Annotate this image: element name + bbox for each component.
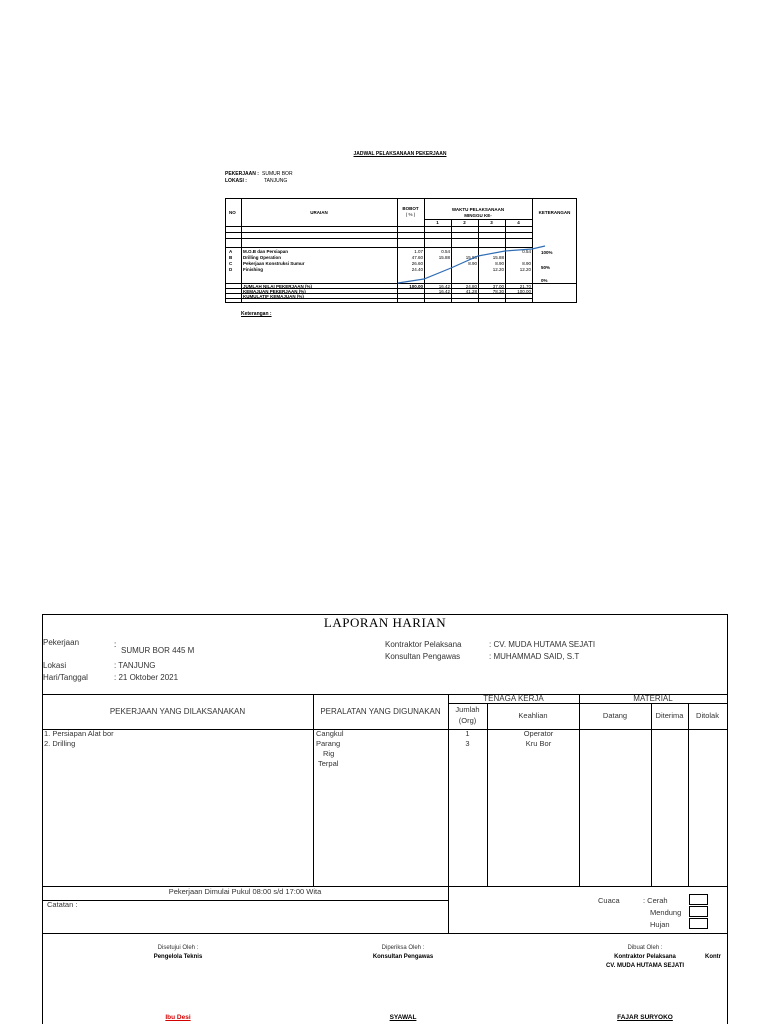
schedule-keterangan: Keterangan : (241, 311, 272, 317)
tanggal-label: Hari/Tanggal (43, 673, 88, 682)
cuaca-hujan-checkbox[interactable] (689, 918, 708, 929)
sign-overflow-text: Kontr (705, 954, 721, 960)
header-week-2: 2 (463, 220, 466, 225)
col-diterima: Diterima (655, 711, 684, 720)
worker-keahlian-2: Kru Bor (525, 739, 552, 748)
lokasi-value: : TANJUNG (114, 661, 156, 670)
col-ditolak: Ditolak (696, 711, 719, 720)
catatan-label: Catatan : (47, 900, 78, 909)
header-uraian: URAIAN (310, 210, 328, 215)
worker-jumlah-1: 1 (465, 729, 470, 738)
s-curve (0, 0, 768, 320)
header-bobot: BOBOT (402, 206, 419, 211)
work-item-2: 2. Drilling (44, 739, 76, 748)
work-item-1: 1. Persiapan Alat bor (44, 729, 114, 738)
col-material: MATERIAL (633, 694, 673, 703)
col-keahlian: Keahlian (518, 711, 548, 720)
report-title: LAPORAN HARIAN (323, 615, 447, 630)
schedule-pekerjaan-label: PEKERJAAN : (225, 171, 259, 177)
header-keterangan: KETERANGAN (538, 210, 571, 215)
sign-name-pengelola: Ibu Desi (165, 1014, 191, 1021)
equipment-item-2: Parang (316, 739, 341, 748)
schedule-pekerjaan-value: SUMUR BOR (262, 171, 293, 177)
pekerjaan-value: SUMUR BOR 445 M (121, 646, 195, 655)
header-week-3: 3 (490, 220, 493, 225)
konsultan-label: Konsultan Pengawas (385, 652, 461, 661)
tanggal-value: : 21 Oktober 2021 (114, 673, 179, 682)
schedule-lokasi-value: TANJUNG (264, 178, 288, 184)
lokasi-label: Lokasi (43, 661, 67, 670)
cuaca-label: Cuaca (598, 896, 620, 905)
col-pekerjaan: PEKERJAAN YANG DILAKSANAKAN (109, 707, 246, 716)
cuaca-mendung-checkbox[interactable] (689, 906, 708, 917)
work-hours: Pekerjaan Dimulai Pukul 08:00 s/d 17:00 Wita (168, 887, 322, 896)
worker-keahlian-1: Operator (523, 729, 554, 738)
cuaca-cerah-checkbox[interactable] (689, 894, 708, 905)
col-tenaga: TENAGA KERJA (483, 694, 544, 703)
kontraktor-label: Kontraktor Pelaksana (385, 640, 462, 649)
header-waktu: WAKTU PELAKSANAAN (451, 207, 505, 212)
equipment-item-1: Cangkul (316, 729, 344, 738)
equipment-item-3: Rig (323, 749, 335, 758)
cuaca-mendung: Mendung (650, 908, 682, 917)
pekerjaan-label: Pekerjaan (43, 638, 80, 647)
kontraktor-value: : CV. MUDA HUTAMA SEJATI (489, 640, 596, 649)
schedule-lokasi-label: LOKASI : (225, 178, 247, 184)
konsultan-value: : MUHAMMAD SAID, S.T (489, 652, 580, 661)
equipment-item-4: Terpal (318, 759, 339, 768)
cuaca-hujan: Hujan (650, 920, 670, 929)
col-jumlah: Jumlah (455, 705, 480, 714)
col-datang: Datang (602, 711, 628, 720)
sign-name-kontraktor: FAJAR SURYOKO (617, 1014, 673, 1021)
worker-jumlah-2: 3 (465, 739, 470, 748)
col-jumlah-unit: (Org) (458, 716, 477, 725)
cuaca-cerah: : Cerah (643, 896, 668, 905)
header-no: NO (229, 210, 236, 215)
header-minggu: MINGGU KE- (464, 213, 492, 218)
header-bobot-unit: ( % ) (405, 212, 416, 217)
header-week-1: 1 (436, 220, 439, 225)
scale-100: 100% (541, 250, 553, 255)
col-peralatan: PERALATAN YANG DIGUNAKAN (320, 707, 441, 716)
scale-50: 50% (541, 265, 551, 270)
header-week-4: 4 (517, 220, 520, 225)
sign-name-konsultan: SYAWAL (389, 1014, 417, 1021)
scale-0: 0% (541, 278, 548, 283)
s-curve-line (398, 246, 545, 283)
schedule-title: JADWAL PELAKSANAAN PEKERJAAN (353, 151, 447, 157)
